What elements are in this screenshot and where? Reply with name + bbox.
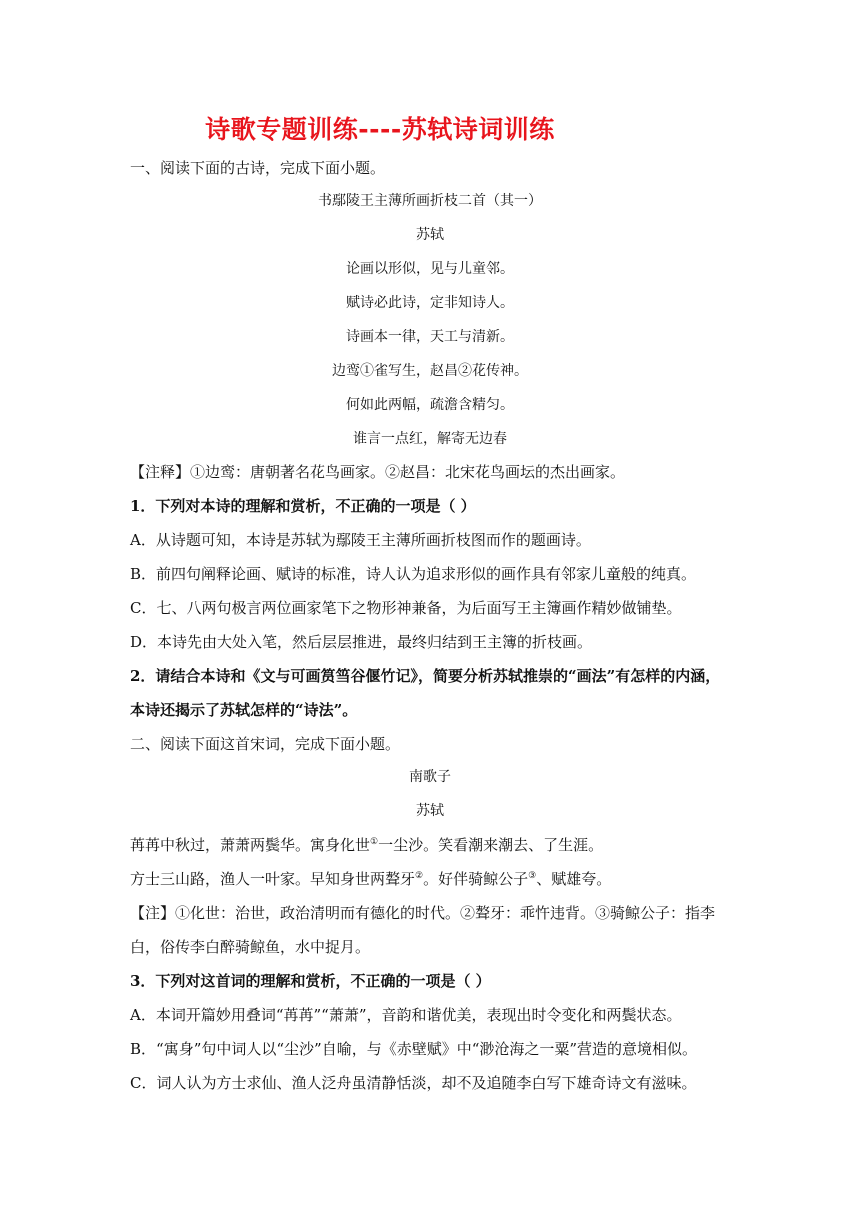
question-1-option-d: D．本诗先由大处入笔，然后层层推进，最终归结到王主簿的折枝画。	[130, 633, 593, 651]
poem2-note-line1: 【注】①化世：治世，政治清明而有德化的时代。②聱牙：乖忤违背。③骑鲸公子：指李	[130, 904, 716, 922]
poem2-verse1	[130, 835, 740, 855]
footnote-marker: ②	[415, 871, 424, 881]
poem1-line: 边鸾①雀写生，赵昌②花传神。	[332, 363, 528, 379]
question-1-option-b: B．前四句阐释论画、赋诗的标准，诗人认为追求形似的画作具有邻家儿童般的纯真。	[130, 565, 697, 583]
verse-text: 苒苒中秋过，萧萧两鬓华。寓身化世	[130, 836, 371, 854]
question-1-option-a: A．从诗题可知，本诗是苏轼为鄢陵王主薄所画折枝图而作的题画诗。	[130, 531, 591, 549]
footnote-marker: ①	[370, 837, 379, 847]
section2-heading: 二、阅读下面这首宋词，完成下面小题。	[130, 735, 401, 753]
verse-text: 一尘沙。笑看潮来潮去、了生涯。	[378, 836, 604, 854]
section1-heading: 一、阅读下面的古诗，完成下面小题。	[130, 159, 386, 177]
poem1-note: 【注释】①边鸾：唐朝著名花鸟画家。②赵昌：北宋花鸟画坛的杰出画家。	[130, 463, 626, 481]
poem1-line: 论画以形似，见与儿童邻。	[346, 261, 514, 277]
poem1-line: 赋诗必此诗，定非知诗人。	[346, 295, 514, 311]
poem1-line: 谁言一点红，解寄无边春	[353, 431, 507, 447]
poem2-verse2	[130, 869, 740, 889]
poem1-author: 苏轼	[416, 227, 444, 243]
page-title: 诗歌专题训练----苏轼诗词训练	[205, 115, 555, 144]
question-3-option-c: C．词人认为方士求仙、渔人泛舟虽清静恬淡，却不及追随李白写下雄奇诗文有滋味。	[130, 1074, 697, 1092]
poem2-title: 南歌子	[409, 769, 451, 785]
poem1-title: 书鄢陵王主薄所画折枝二首（其一）	[318, 193, 542, 209]
question-1-stem: 1．下列对本诗的理解和赏析，不正确的一项是（ ）	[130, 497, 476, 515]
verse-text: 方士三山路，渔人一叶家。早知身世两聱牙	[130, 870, 416, 888]
verse-text: 。好伴骑鲸公子	[423, 870, 529, 888]
question-2-line1: 2．请结合本诗和《文与可画筼筜谷偃竹记》，简要分析苏轼推崇的“画法”有怎样的内涵，	[130, 667, 721, 685]
footnote-marker: ③	[528, 871, 537, 881]
question-2-line2: 本诗还揭示了苏轼怎样的“诗法”。	[130, 701, 358, 719]
verse-text: 、赋雄夸。	[536, 870, 612, 888]
poem1-line: 诗画本一律，天工与清新。	[346, 329, 514, 345]
poem2-note-line2: 白，俗传李白醉骑鲸鱼，水中捉月。	[130, 938, 371, 956]
poem1-line: 何如此两幅，疏澹含精匀。	[346, 397, 514, 413]
poem2-author: 苏轼	[416, 803, 444, 819]
question-3-option-a: A．本词开篇妙用叠词“苒苒”“萧萧”，音韵和谐优美，表现出时令变化和两鬓状态。	[130, 1006, 682, 1024]
question-3-option-b: B．“寓身”句中词人以“尘沙”自喻，与《赤壁赋》中“渺沧海之一粟”营造的意境相似。	[130, 1040, 698, 1058]
question-1-option-c: C．七、八两句极言两位画家笔下之物形神兼备，为后面写王主簿画作精妙做铺垫。	[130, 599, 682, 617]
question-3-stem: 3．下列对这首词的理解和赏析，不正确的一项是（ ）	[130, 972, 491, 990]
